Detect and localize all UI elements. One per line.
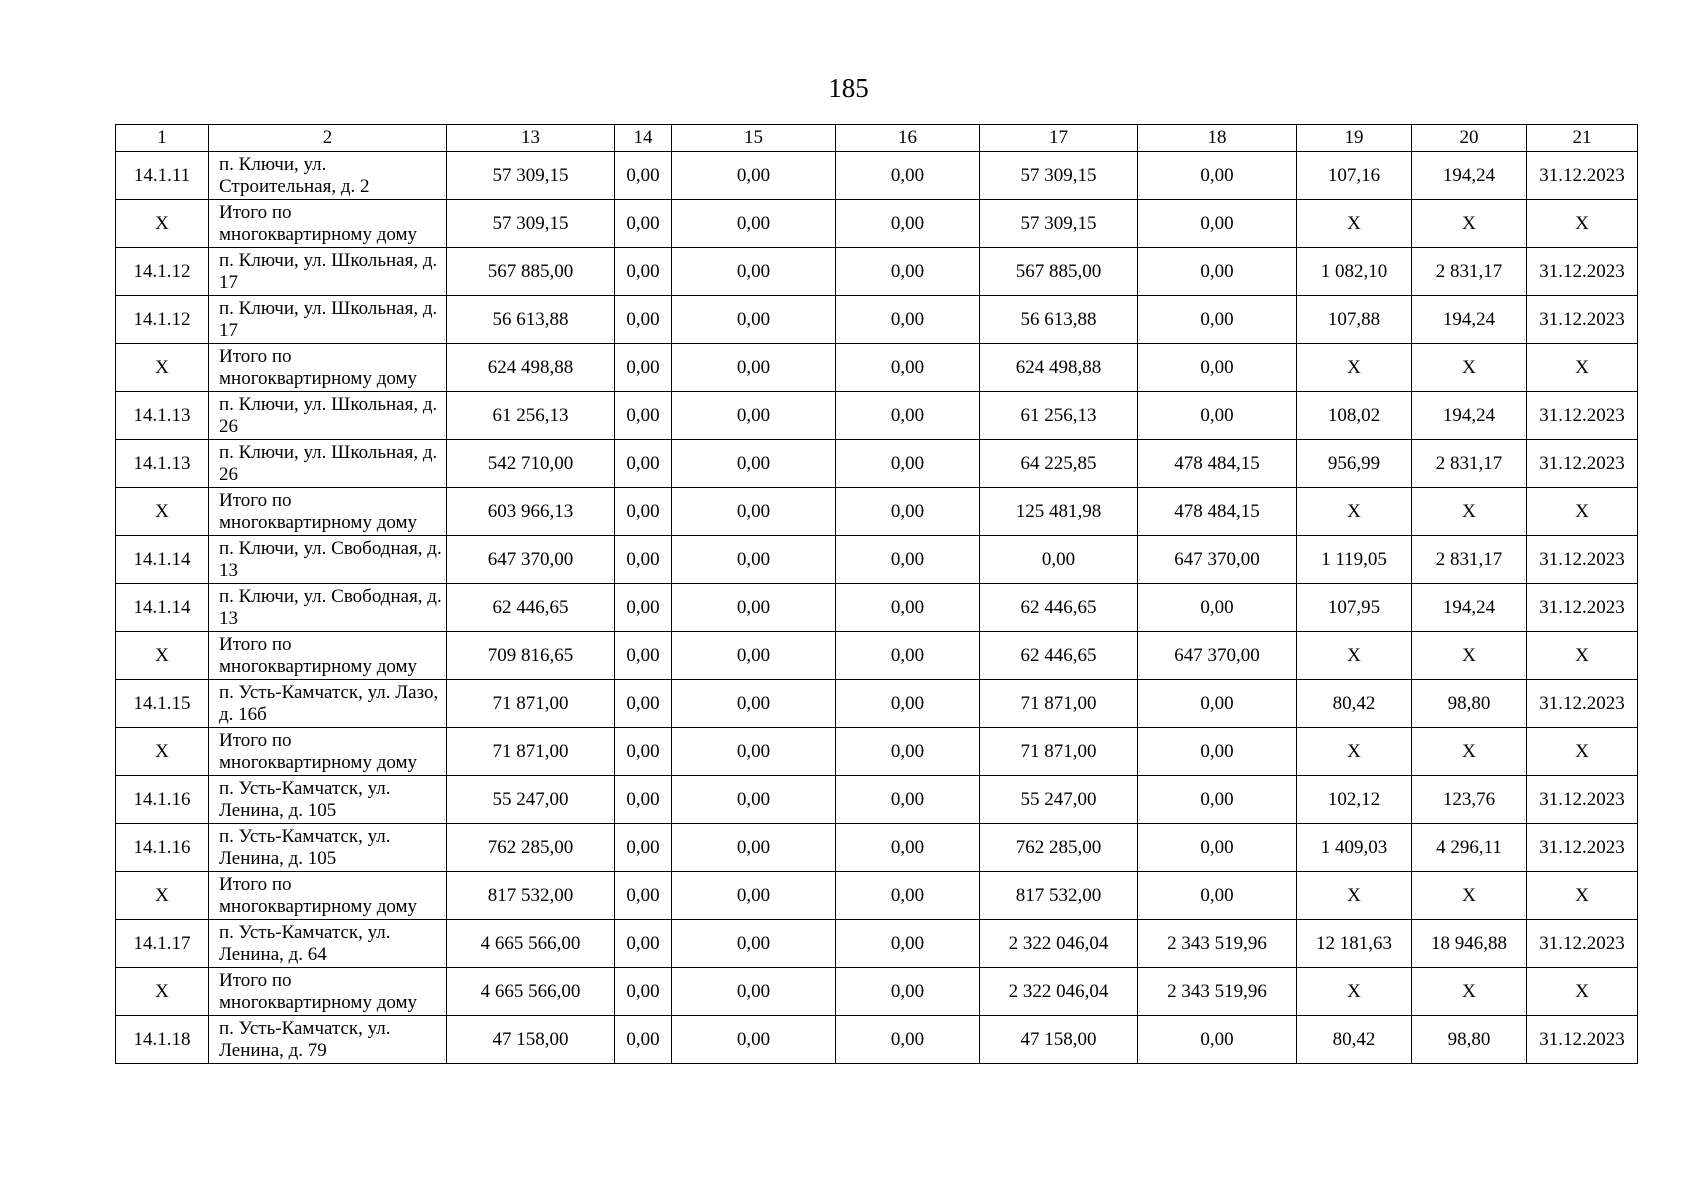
cell-row-number: X [116,968,209,1016]
cell-col-15: 0,00 [672,776,836,824]
cell-address: п. Усть-Камчатск, ул. Ленина, д. 79 [209,1016,447,1064]
cell-col-13: 47 158,00 [447,1016,615,1064]
cell-completion-date: 31.12.2023 [1527,776,1638,824]
cell-address: п. Усть-Камчатск, ул. Ленина, д. 64 [209,920,447,968]
cell-completion-date: 31.12.2023 [1527,440,1638,488]
cell-col-14: 0,00 [615,728,672,776]
cell-col-19: 108,02 [1297,392,1412,440]
cell-col-13: 542 710,00 [447,440,615,488]
cell-col-15: 0,00 [672,152,836,200]
table-row [116,536,1638,584]
cell-completion-date: 31.12.2023 [1527,920,1638,968]
cell-col-18: 478 484,15 [1138,440,1297,488]
cell-col-16: 0,00 [836,968,980,1016]
cell-col-14: 0,00 [615,152,672,200]
cell-col-20: X [1412,872,1527,920]
cell-col-15: 0,00 [672,680,836,728]
cell-col-13: 71 871,00 [447,680,615,728]
cell-row-number: X [116,728,209,776]
cell-address: Итого по многоквартирному дому [209,200,447,248]
cell-col-20: 98,80 [1412,680,1527,728]
cell-col-15: 0,00 [672,248,836,296]
column-header-19: 19 [1297,125,1412,152]
cell-col-17: 567 885,00 [980,248,1138,296]
column-header-20: 20 [1412,125,1527,152]
cell-col-20: 98,80 [1412,1016,1527,1064]
cell-col-19: 107,88 [1297,296,1412,344]
cell-completion-date: 31.12.2023 [1527,248,1638,296]
cell-col-14: 0,00 [615,872,672,920]
cell-col-13: 4 665 566,00 [447,968,615,1016]
cell-row-number: 14.1.17 [116,920,209,968]
cell-col-18: 0,00 [1138,680,1297,728]
table-row [116,488,1638,536]
cell-col-16: 0,00 [836,632,980,680]
cell-completion-date: 31.12.2023 [1527,296,1638,344]
cell-col-20: X [1412,200,1527,248]
cell-address: п. Ключи, ул. Школьная, д. 17 [209,248,447,296]
cell-row-number: 14.1.11 [116,152,209,200]
cell-col-19: 80,42 [1297,680,1412,728]
cell-col-18: 0,00 [1138,392,1297,440]
cell-completion-date: 31.12.2023 [1527,392,1638,440]
cell-col-14: 0,00 [615,824,672,872]
cell-col-13: 624 498,88 [447,344,615,392]
cell-col-15: 0,00 [672,1016,836,1064]
table-row [116,632,1638,680]
cell-col-17: 56 613,88 [980,296,1138,344]
cell-col-20: X [1412,344,1527,392]
cell-address: п. Ключи, ул. Школьная, д. 26 [209,440,447,488]
cell-row-number: 14.1.12 [116,296,209,344]
cell-col-18: 0,00 [1138,584,1297,632]
column-header-16: 16 [836,125,980,152]
cell-col-20: 4 296,11 [1412,824,1527,872]
cell-address: Итого по многоквартирному дому [209,872,447,920]
cell-col-15: 0,00 [672,200,836,248]
table-row [116,152,1638,200]
column-header-17: 17 [980,125,1138,152]
cell-col-17: 71 871,00 [980,728,1138,776]
cell-col-19: 1 119,05 [1297,536,1412,584]
cell-col-17: 0,00 [980,536,1138,584]
cell-completion-date: 31.12.2023 [1527,1016,1638,1064]
cell-col-13: 57 309,15 [447,152,615,200]
cell-col-17: 57 309,15 [980,152,1138,200]
cell-col-16: 0,00 [836,296,980,344]
cell-col-17: 62 446,65 [980,584,1138,632]
cell-completion-date: X [1527,728,1638,776]
cell-col-13: 61 256,13 [447,392,615,440]
table-row [116,248,1638,296]
cell-col-15: 0,00 [672,296,836,344]
cell-col-17: 61 256,13 [980,392,1138,440]
table-row [116,920,1638,968]
cell-row-number: 14.1.14 [116,584,209,632]
table-row [116,1016,1638,1064]
cell-col-17: 125 481,98 [980,488,1138,536]
table-row [116,392,1638,440]
table-row [116,872,1638,920]
cell-completion-date: 31.12.2023 [1527,152,1638,200]
cell-col-16: 0,00 [836,680,980,728]
cell-col-19: X [1297,632,1412,680]
cell-col-16: 0,00 [836,152,980,200]
column-header-13: 13 [447,125,615,152]
cell-col-16: 0,00 [836,776,980,824]
column-header-2: 2 [209,125,447,152]
cell-completion-date: X [1527,488,1638,536]
cell-col-19: 102,12 [1297,776,1412,824]
cell-col-14: 0,00 [615,968,672,1016]
cell-col-15: 0,00 [672,920,836,968]
cell-col-20: 2 831,17 [1412,248,1527,296]
column-header-18: 18 [1138,125,1297,152]
cell-completion-date: X [1527,200,1638,248]
cell-col-20: 123,76 [1412,776,1527,824]
cell-col-17: 2 322 046,04 [980,920,1138,968]
cell-col-19: 1 409,03 [1297,824,1412,872]
table-row [116,344,1638,392]
cell-col-17: 2 322 046,04 [980,968,1138,1016]
cell-address: п. Ключи, ул. Школьная, д. 17 [209,296,447,344]
cell-completion-date: 31.12.2023 [1527,824,1638,872]
table-row [116,968,1638,1016]
cell-col-18: 0,00 [1138,152,1297,200]
cell-row-number: X [116,344,209,392]
cell-col-13: 567 885,00 [447,248,615,296]
budget-table [115,124,1638,1064]
cell-col-18: 0,00 [1138,248,1297,296]
cell-col-13: 55 247,00 [447,776,615,824]
table-body [116,152,1638,1064]
cell-address: Итого по многоквартирному дому [209,632,447,680]
cell-col-15: 0,00 [672,392,836,440]
cell-col-14: 0,00 [615,776,672,824]
cell-col-20: X [1412,968,1527,1016]
cell-col-18: 647 370,00 [1138,536,1297,584]
cell-col-13: 817 532,00 [447,872,615,920]
cell-col-14: 0,00 [615,344,672,392]
cell-col-14: 0,00 [615,392,672,440]
cell-col-16: 0,00 [836,488,980,536]
cell-col-20: 2 831,17 [1412,536,1527,584]
cell-col-18: 0,00 [1138,728,1297,776]
cell-address: п. Ключи, ул. Свободная, д. 13 [209,536,447,584]
cell-row-number: 14.1.16 [116,776,209,824]
cell-col-17: 47 158,00 [980,1016,1138,1064]
table-row [116,776,1638,824]
table-row [116,440,1638,488]
cell-col-13: 62 446,65 [447,584,615,632]
cell-col-19: X [1297,968,1412,1016]
cell-col-18: 647 370,00 [1138,632,1297,680]
cell-col-13: 709 816,65 [447,632,615,680]
cell-row-number: X [116,200,209,248]
cell-col-16: 0,00 [836,392,980,440]
cell-col-18: 2 343 519,96 [1138,968,1297,1016]
cell-col-14: 0,00 [615,200,672,248]
cell-col-20: X [1412,632,1527,680]
cell-col-17: 624 498,88 [980,344,1138,392]
cell-col-14: 0,00 [615,440,672,488]
cell-col-13: 762 285,00 [447,824,615,872]
cell-address: Итого по многоквартирному дому [209,344,447,392]
cell-col-14: 0,00 [615,584,672,632]
cell-col-19: 80,42 [1297,1016,1412,1064]
table-row [116,680,1638,728]
cell-col-20: 18 946,88 [1412,920,1527,968]
column-header-14: 14 [615,125,672,152]
table-row [116,296,1638,344]
cell-col-19: 107,16 [1297,152,1412,200]
cell-col-19: X [1297,872,1412,920]
cell-address: п. Ключи, ул. Свободная, д. 13 [209,584,447,632]
cell-col-18: 0,00 [1138,872,1297,920]
cell-col-15: 0,00 [672,536,836,584]
column-header-21: 21 [1527,125,1638,152]
cell-col-14: 0,00 [615,296,672,344]
cell-col-20: 2 831,17 [1412,440,1527,488]
cell-col-17: 55 247,00 [980,776,1138,824]
cell-col-19: X [1297,344,1412,392]
cell-col-18: 0,00 [1138,296,1297,344]
cell-col-19: X [1297,728,1412,776]
cell-col-16: 0,00 [836,728,980,776]
cell-col-19: 956,99 [1297,440,1412,488]
cell-row-number: 14.1.13 [116,392,209,440]
cell-col-15: 0,00 [672,872,836,920]
table-row [116,824,1638,872]
cell-col-14: 0,00 [615,680,672,728]
cell-completion-date: 31.12.2023 [1527,584,1638,632]
cell-col-20: 194,24 [1412,296,1527,344]
cell-col-20: X [1412,728,1527,776]
cell-col-17: 71 871,00 [980,680,1138,728]
cell-col-16: 0,00 [836,440,980,488]
cell-col-13: 603 966,13 [447,488,615,536]
cell-col-19: 12 181,63 [1297,920,1412,968]
cell-row-number: 14.1.14 [116,536,209,584]
cell-col-13: 57 309,15 [447,200,615,248]
cell-col-20: X [1412,488,1527,536]
cell-col-15: 0,00 [672,344,836,392]
page-number: 185 [828,73,869,103]
cell-col-15: 0,00 [672,488,836,536]
table-row [116,200,1638,248]
cell-col-14: 0,00 [615,248,672,296]
cell-col-18: 478 484,15 [1138,488,1297,536]
cell-row-number: X [116,872,209,920]
cell-address: п. Усть-Камчатск, ул. Ленина, д. 105 [209,776,447,824]
cell-col-20: 194,24 [1412,152,1527,200]
cell-col-13: 71 871,00 [447,728,615,776]
cell-col-14: 0,00 [615,1016,672,1064]
cell-col-17: 64 225,85 [980,440,1138,488]
cell-col-20: 194,24 [1412,392,1527,440]
cell-col-19: X [1297,488,1412,536]
cell-address: п. Усть-Камчатск, ул. Ленина, д. 105 [209,824,447,872]
cell-address: Итого по многоквартирному дому [209,728,447,776]
cell-col-13: 647 370,00 [447,536,615,584]
cell-col-17: 62 446,65 [980,632,1138,680]
cell-col-19: X [1297,200,1412,248]
cell-col-14: 0,00 [615,488,672,536]
cell-col-18: 0,00 [1138,1016,1297,1064]
cell-col-16: 0,00 [836,872,980,920]
cell-col-18: 0,00 [1138,776,1297,824]
cell-col-18: 2 343 519,96 [1138,920,1297,968]
cell-completion-date: X [1527,872,1638,920]
cell-address: п. Ключи, ул. Школьная, д. 26 [209,392,447,440]
table-row [116,584,1638,632]
cell-address: Итого по многоквартирному дому [209,968,447,1016]
cell-col-16: 0,00 [836,920,980,968]
cell-completion-date: X [1527,632,1638,680]
cell-col-19: 1 082,10 [1297,248,1412,296]
cell-row-number: 14.1.16 [116,824,209,872]
column-header-1: 1 [116,125,209,152]
cell-col-19: 107,95 [1297,584,1412,632]
cell-col-16: 0,00 [836,536,980,584]
cell-row-number: 14.1.15 [116,680,209,728]
cell-col-14: 0,00 [615,920,672,968]
cell-col-17: 817 532,00 [980,872,1138,920]
cell-col-13: 4 665 566,00 [447,920,615,968]
cell-completion-date: X [1527,968,1638,1016]
cell-col-18: 0,00 [1138,200,1297,248]
cell-col-16: 0,00 [836,824,980,872]
cell-col-16: 0,00 [836,584,980,632]
cell-completion-date: X [1527,344,1638,392]
table-row [116,728,1638,776]
cell-row-number: 14.1.12 [116,248,209,296]
cell-address: Итого по многоквартирному дому [209,488,447,536]
cell-row-number: X [116,632,209,680]
cell-col-15: 0,00 [672,824,836,872]
cell-address: п. Усть-Камчатск, ул. Лазо, д. 16б [209,680,447,728]
cell-address: п. Ключи, ул. Строительная, д. 2 [209,152,447,200]
cell-col-15: 0,00 [672,584,836,632]
cell-col-16: 0,00 [836,248,980,296]
cell-col-18: 0,00 [1138,344,1297,392]
cell-col-15: 0,00 [672,728,836,776]
column-header-15: 15 [672,125,836,152]
cell-col-16: 0,00 [836,200,980,248]
cell-col-17: 57 309,15 [980,200,1138,248]
cell-col-20: 194,24 [1412,584,1527,632]
table-header-row [116,125,1638,152]
cell-col-16: 0,00 [836,344,980,392]
cell-completion-date: 31.12.2023 [1527,536,1638,584]
cell-completion-date: 31.12.2023 [1527,680,1638,728]
cell-col-18: 0,00 [1138,824,1297,872]
cell-col-13: 56 613,88 [447,296,615,344]
cell-col-15: 0,00 [672,632,836,680]
cell-col-14: 0,00 [615,632,672,680]
cell-col-16: 0,00 [836,1016,980,1064]
cell-col-15: 0,00 [672,968,836,1016]
cell-row-number: X [116,488,209,536]
cell-row-number: 14.1.18 [116,1016,209,1064]
cell-row-number: 14.1.13 [116,440,209,488]
cell-col-15: 0,00 [672,440,836,488]
cell-col-17: 762 285,00 [980,824,1138,872]
cell-col-14: 0,00 [615,536,672,584]
